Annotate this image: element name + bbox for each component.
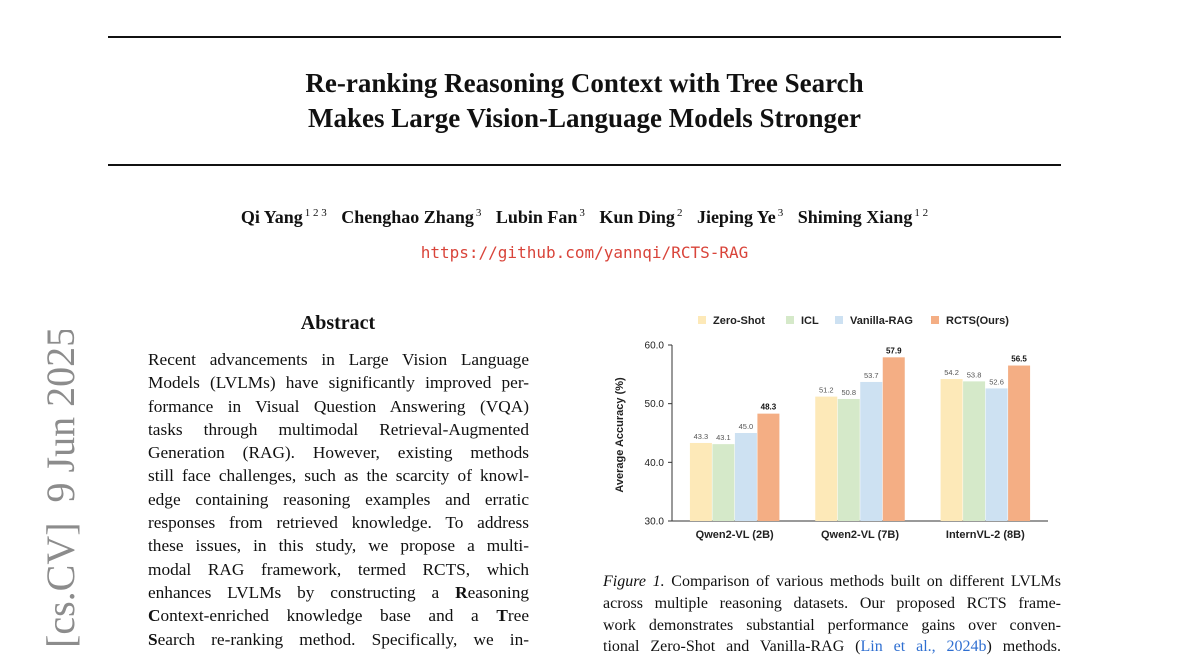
- legend-swatch: [786, 316, 794, 324]
- abstract-line: Models (LVLMs) have significantly improved per-: [148, 373, 529, 393]
- x-tick-label: Qwen2-VL (7B): [820, 529, 900, 541]
- bar-value-label: 52.6: [989, 377, 1004, 387]
- abstract-line: responses from retrieved knowledge. To address: [148, 513, 529, 533]
- x-tick-label: InternVL-2 (8B): [945, 529, 1025, 541]
- abstract-line: Search re-ranking method. Specifically, we in-: [148, 629, 529, 649]
- citation-link[interactable]: Lin et al., 2024b: [860, 638, 987, 656]
- abstract-line: tasks through multimodal Retrieval-Augmented: [148, 419, 529, 439]
- legend-label: ICL: [801, 315, 819, 327]
- bar-value-label: 43.1: [716, 433, 731, 443]
- bar: [838, 399, 860, 521]
- legend-swatch: [835, 316, 843, 324]
- abstract-line: still face challenges, such as the scarcity of knowl-: [148, 466, 529, 486]
- legend-label: Vanilla-RAG: [850, 315, 913, 327]
- bar: [1008, 366, 1030, 521]
- bar: [757, 414, 779, 521]
- bar-value-label: 53.8: [966, 370, 982, 380]
- bar-value-label: 57.9: [885, 346, 902, 356]
- arxiv-stamp-text: [cs.CV] 9 Jun 2025: [38, 330, 82, 648]
- bottom-rule: [108, 164, 1061, 166]
- abstract-line: these issues, in this study, we propose a multi-: [148, 536, 529, 556]
- abstract-line: Recent advancements in Large Vision Language: [148, 350, 529, 369]
- y-tick-label: 30.0: [644, 516, 664, 528]
- y-axis-label: Average Accuracy (%): [614, 377, 626, 493]
- author-list: [108, 207, 1061, 228]
- y-tick-label: 60.0: [644, 340, 664, 352]
- author: Chenghao Zhang $^3$: [341, 207, 482, 227]
- figure-1: [600, 305, 1060, 550]
- caption-line: across multiple reasoning datasets. Our proposed RCTS frame-: [603, 594, 1061, 612]
- abstract-line: formance in Visual Question Answering (VQA): [148, 396, 529, 416]
- repo-link[interactable]: https://github.com/yannqi/RCTS-RAG: [420, 243, 749, 262]
- caption-label: Figure 1.: [603, 573, 665, 590]
- bar: [712, 444, 734, 521]
- caption-line: tional Zero-Shot and Vanilla-RAG (Lin et al., 2024b) methods.: [603, 638, 1061, 656]
- author: Kun Ding $^2$: [599, 207, 683, 227]
- bar-value-label: 48.3: [760, 402, 777, 412]
- bar-value-label: 43.3: [693, 431, 709, 441]
- author: Jieping Ye $^3$: [696, 207, 784, 227]
- abstract-line: modal RAG framework, termed RCTS, which: [148, 559, 529, 579]
- abstract-line: edge containing reasoning examples and erratic: [148, 489, 529, 509]
- abstract-body: [148, 348, 529, 651]
- chart-legend: [698, 315, 1009, 327]
- bar: [883, 357, 905, 521]
- bar-value-label: 53.7: [863, 370, 879, 380]
- arxiv-stamp: [22, 330, 82, 660]
- legend-swatch: [698, 316, 706, 324]
- bar: [815, 397, 837, 521]
- author: Lubin Fan $^3$: [495, 207, 585, 227]
- author: Shiming Xiang $^{1 2}$: [797, 207, 929, 227]
- top-rule: [108, 36, 1061, 38]
- abstract-line: Generation (RAG). However, existing methods: [148, 443, 529, 463]
- bar: [690, 443, 712, 521]
- legend-label: Zero-Shot: [713, 315, 765, 327]
- bar-value-label: 50.8: [841, 387, 857, 397]
- legend-swatch: [931, 316, 939, 324]
- bar-value-label: 45.0: [738, 422, 754, 431]
- bar: [941, 379, 963, 521]
- abstract-line: Context-enriched knowledge base and a Tree: [148, 606, 529, 626]
- y-tick-label: 50.0: [644, 399, 664, 411]
- caption-line: work demonstrates substantial performance gains over conven-: [603, 616, 1061, 634]
- author: Qi Yang $^{1 2 3}$: [240, 207, 327, 227]
- y-tick-label: 40.0: [644, 457, 664, 469]
- bar: [986, 388, 1008, 521]
- legend-label: RCTS(Ours): [946, 315, 1009, 327]
- abstract-heading: Abstract: [300, 312, 376, 334]
- paper-title-line-1: Re-ranking Reasoning Context with Tree Search: [305, 68, 864, 98]
- bar: [735, 433, 757, 521]
- bar: [963, 381, 985, 521]
- x-tick-label: Qwen2-VL (2B): [695, 529, 774, 541]
- bar-chart: [600, 305, 1060, 550]
- bar-value-label: 56.5: [1011, 354, 1027, 364]
- bar: [860, 382, 882, 521]
- chart-bars: [690, 346, 1030, 541]
- caption-line: Figure 1. Comparison of various methods built on different LVLMs: [603, 573, 1062, 590]
- figure-caption: [603, 571, 1061, 658]
- bar-value-label: 51.2: [818, 385, 834, 395]
- bar-value-label: 54.2: [944, 368, 959, 378]
- abstract-line: enhances LVLMs by constructing a Reasoning: [148, 582, 529, 602]
- paper-title-line-2: Makes Large Vision-Language Models Stronger: [308, 103, 861, 133]
